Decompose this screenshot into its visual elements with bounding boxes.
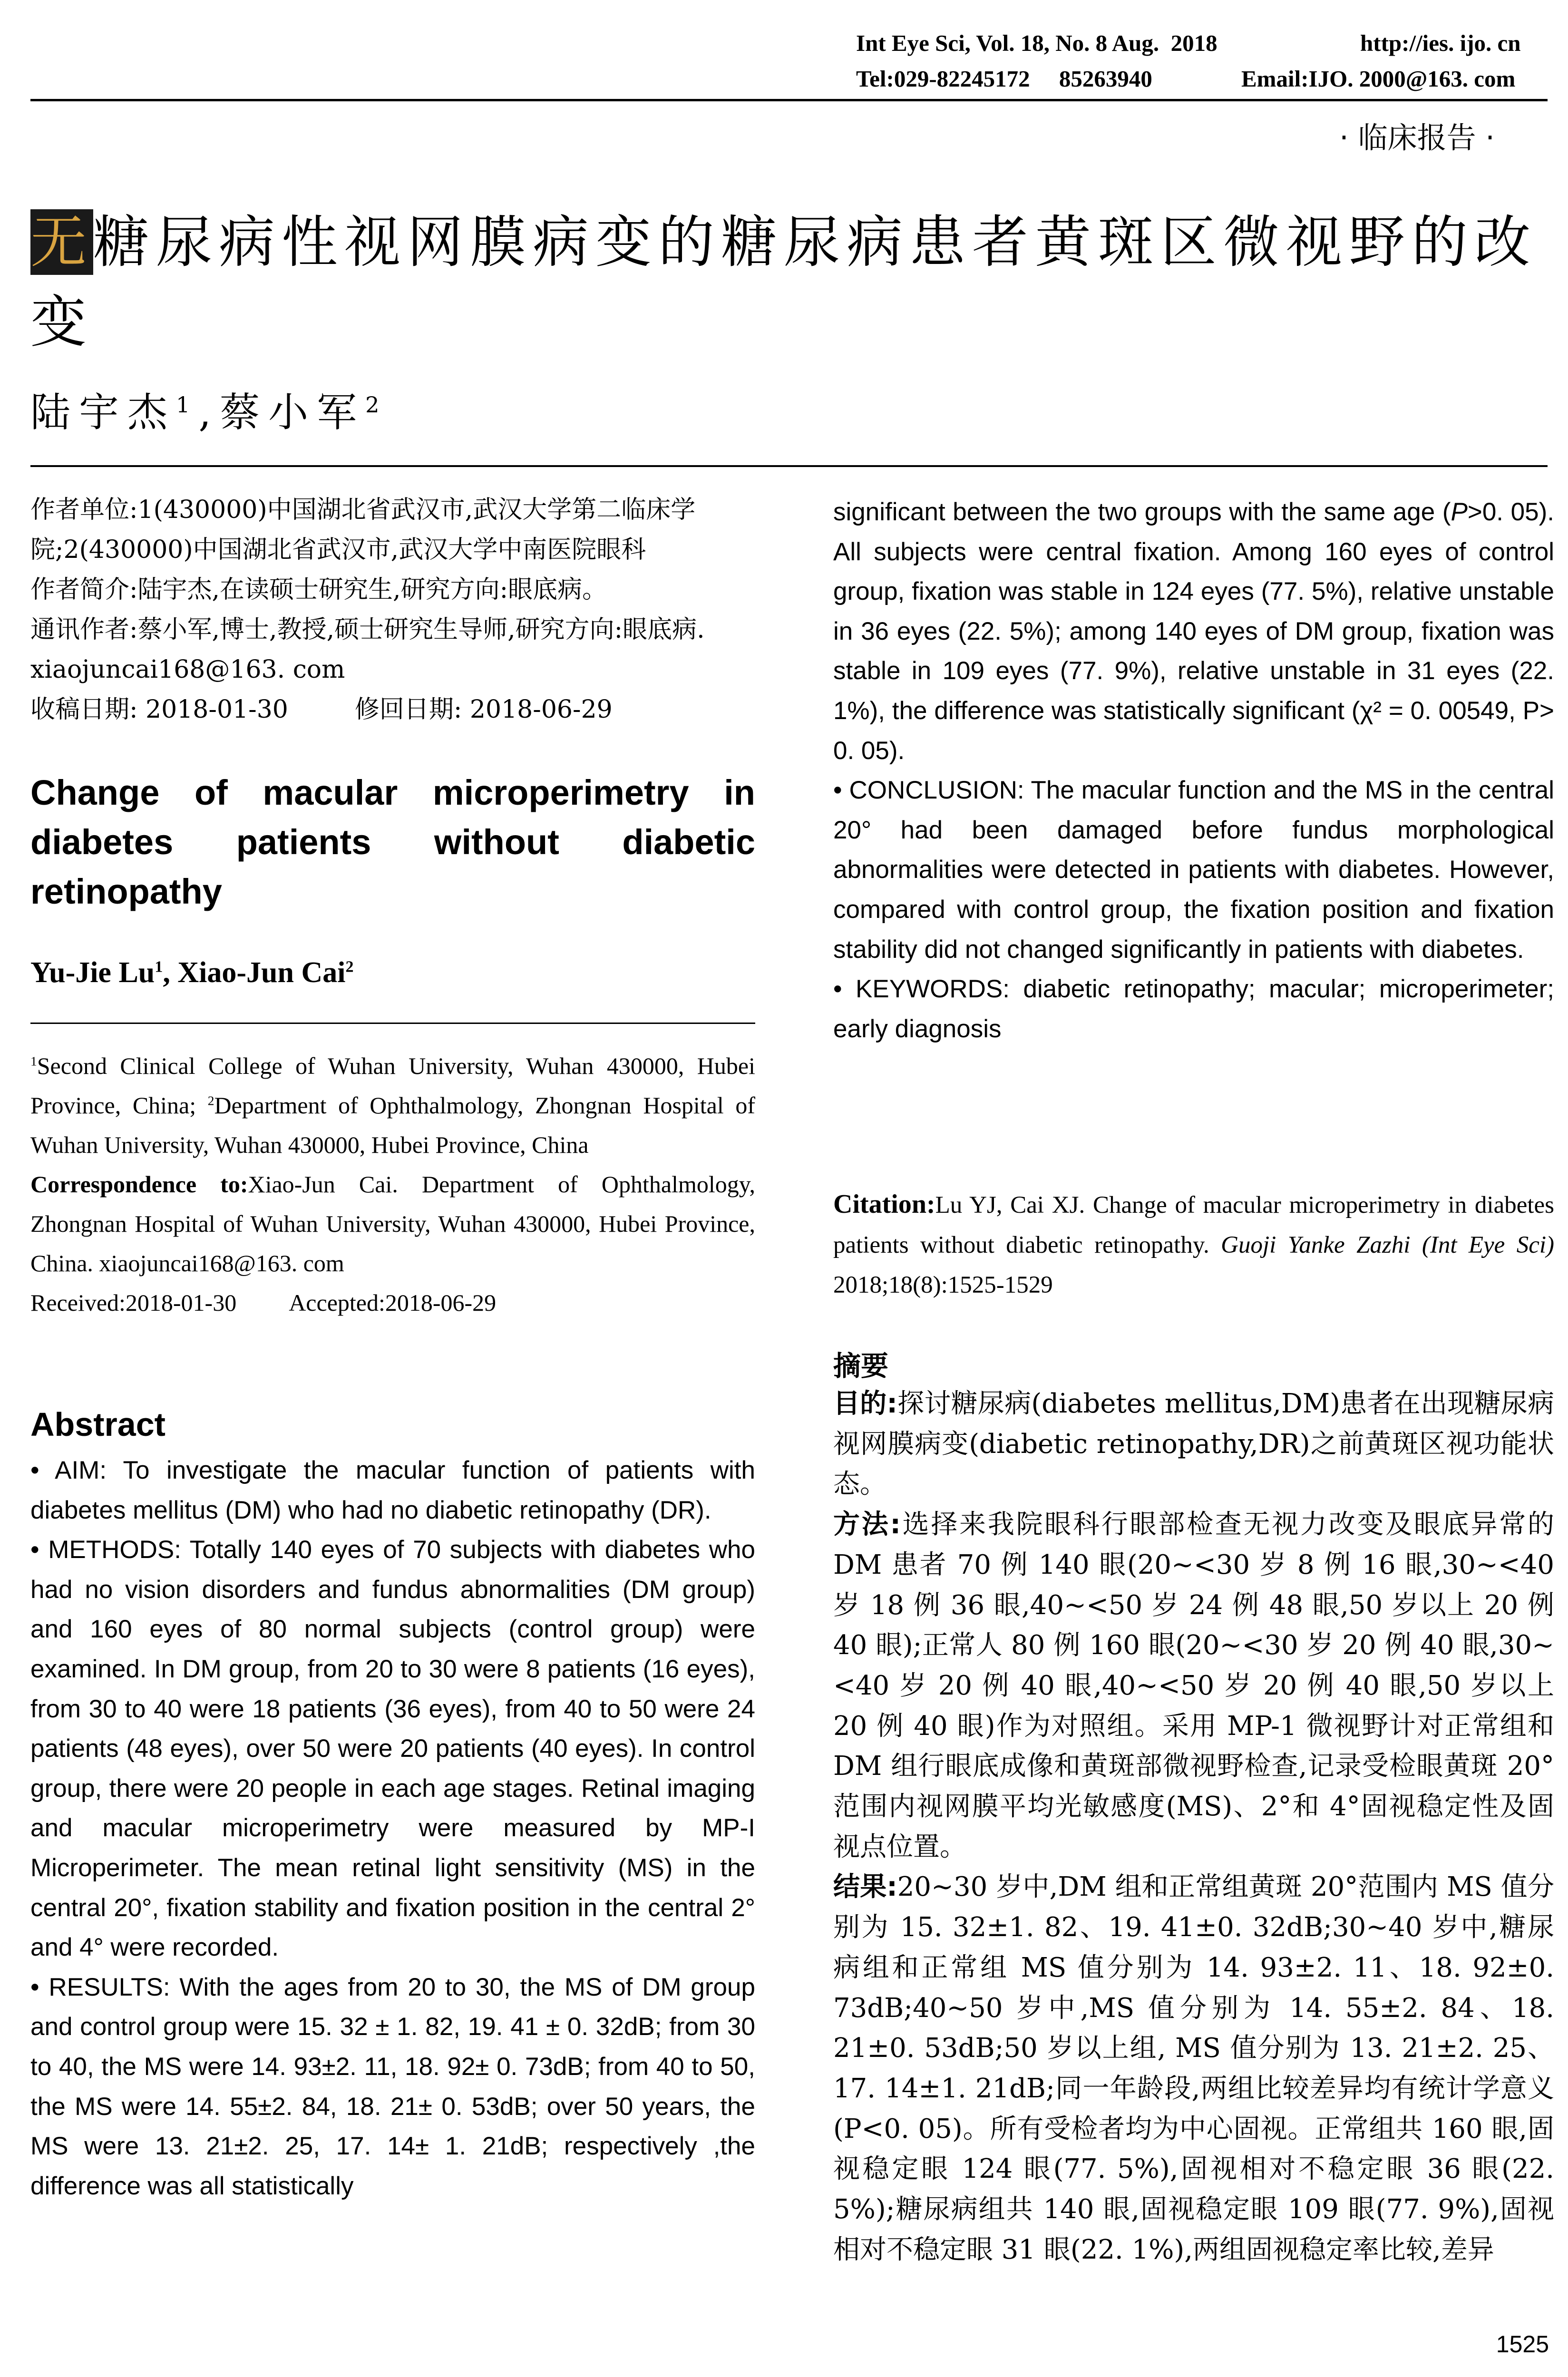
affil-2-text: Department of Ophthalmology, Zhongnan Hospital of Wuhan University, Wuhan 430000, Hubei Province, China — [30, 1092, 755, 1158]
affil-1-text: Second Clinical College of Wuhan University, Wuhan 430000, Hubei Province, China; — [30, 1052, 755, 1119]
citation — [833, 1184, 1554, 1305]
cn-revised-date: 修回日期: 2018-06-29 — [354, 695, 613, 724]
author-separator: , — [198, 389, 220, 436]
affil-1-mark: 1 — [30, 1053, 37, 1069]
abstract-right-body — [833, 492, 1554, 1049]
cn-received-date: 收稿日期: 2018-01-30 — [30, 695, 288, 724]
citation-label: Citation: — [833, 1189, 935, 1219]
abstract-results-part2: significant between the two groups with the same age (P>0. 05). All subjects were central fixation. Among 160 eyes of control group, fixation was stable in 124 eyes (77. 5%), relative unstable in 36 eyes (22. 5%); among 140 eyes of DM group, fixation was stable in 109 eyes (77. 9%), relative unstable in 31 eyes (22. 1%), the difference was statistically significant (χ² = 0. 00549, P> 0. 05). — [833, 498, 1554, 765]
title-highlight-mark: 无 — [30, 209, 94, 275]
english-author-2-mark: 2 — [345, 958, 354, 976]
abstract-keywords: • KEYWORDS: diabetic retinopathy; macular; microperimeter; early diagnosis — [833, 975, 1554, 1043]
cn-abstract-heading: 摘要 — [833, 1350, 889, 1382]
english-authors — [30, 956, 755, 990]
affil-2-mark: 2 — [207, 1093, 214, 1108]
english-author-1-mark: 1 — [155, 958, 163, 976]
correspondence-text: Xiao-Jun Cai. Department of Ophthalmology, Zhongnan Hospital of Wuhan University, Wuhan 430000, Hubei Province, China. xiaojuncai168@163. com — [30, 1171, 755, 1276]
received-date: Received:2018-01-30 — [30, 1289, 237, 1316]
english-author-1: Yu-Jie Lu — [30, 956, 155, 989]
author-2-affil-mark: 2 — [365, 392, 388, 418]
authors-cn — [30, 380, 388, 438]
page-title — [30, 202, 1552, 362]
abstract-aim: • AIM: To investigate the macular function of patients with diabetes mellitus (DM) who had no diabetic retinopathy (DR). — [30, 1456, 755, 1524]
journal-tel: Tel:029-82245172 85263940 — [856, 66, 1152, 92]
author-2-cn: 蔡小军 — [220, 389, 366, 436]
authors-rule — [30, 465, 1548, 467]
english-author-2: Xiao-Jun Cai — [177, 956, 346, 989]
english-author-separator: , — [163, 956, 178, 989]
author-1-affil-mark: 1 — [176, 392, 199, 418]
journal-email[interactable]: Email:IJO. 2000@163. com — [1241, 66, 1516, 92]
citation-journal: Guoji Yanke Zazhi (Int Eye Sci) — [1221, 1232, 1554, 1258]
english-title: Change of macular microperimetry in diabetes patients without diabetic retinopathy — [30, 773, 755, 911]
cn-dates — [30, 690, 755, 730]
cn-aim: 目的:探讨糖尿病(diabetes mellitus,DM)患者在出现糖尿病视网膜病变(diabetic retinopathy,DR)之前黄斑区视功能状态。 — [833, 1388, 1554, 1500]
affiliation-rule — [30, 1023, 755, 1024]
journal-issue-line: Int Eye Sci, Vol. 18, No. 8 Aug. 2018 — [856, 30, 1217, 56]
accepted-date: Accepted:2018-06-29 — [289, 1289, 497, 1316]
page-number: 1525 — [1496, 2331, 1549, 2358]
abstract-conclusion: • CONCLUSION: The macular function and the MS in the central 20° had been damaged before fundus morphological abnormalities were detected in patients with diabetes. However, compared with control group, the fixation position and fixation stability did not changed significantly in patients with diabetes. — [833, 776, 1554, 964]
title-text: 糖尿病性视网膜病变的糖尿病患者黄斑区微视野的改变 — [30, 209, 1538, 355]
cn-meta — [30, 490, 755, 730]
cn-author-bio: 作者简介:陆宇杰,在读硕士研究生,研究方向:眼底病。 — [30, 575, 607, 604]
correspondence-label: Correspondence to: — [30, 1171, 248, 1198]
affiliations — [30, 1046, 755, 1323]
cn-abstract-body — [833, 1384, 1554, 2270]
article-category: · 临床报告 · — [1339, 120, 1495, 155]
author-1-cn: 陆宇杰 — [30, 389, 176, 436]
citation-volume: 2018;18(8):1525-1529 — [833, 1272, 1053, 1298]
journal-url[interactable]: http://ies. ijo. cn — [1360, 30, 1521, 56]
abstract-methods: • METHODS: Totally 140 eyes of 70 subjects with diabetes who had no vision disorders and fundus abnormalities (DM group) and 160 eyes of 80 normal subjects (control group) were examined. In DM group, from 20 to 30 were 8 patients (16 eyes), from 30 to 40 were 18 patients (36 eyes), from 40 to 50 were 24 patients (48 eyes), over 50 were 20 patients (40 eyes). In control group, there were 20 people in each age stages. Retinal imaging and macular microperimetry were measured by MP-I Microperimeter. The mean retinal light sensitivity (MS) in the central 20°, fixation stability and fixation position in the central 2° and 4° were recorded. — [30, 1536, 755, 1962]
header-rule — [30, 99, 1548, 101]
abstract-heading: Abstract — [30, 1406, 166, 1443]
cn-results: 结果:20~30 岁中,DM 组和正常组黄斑 20°范围内 MS 值分别为 15. 32±1. 82、19. 41±0. 32dB;30~40 岁中,糖尿病组和正常组 MS 值分别为 14. 93±2. 11、18. 92±0. 73dB;40~50 岁中,MS 值分别为 14. 55±2. 84、18. 21±0. 53dB;50 岁以上组, MS 值分别为 13. 21±2. 25、17. 14±1. 21dB;同一年龄段,两组比较差异均有统计学意义(P<0. 05)。所有受检者均为中心固视。正常组共 160 眼,固视稳定眼 124 眼(77. 5%),固视相对不稳定眼 36 眼(22. 5%);糖尿病组共 140 眼,固视稳定眼 109 眼(77. 9%),固视相对不稳定眼 31 眼(22. 1%),两组固视稳定率比较,差异 — [833, 1871, 1554, 2265]
abstract-left-body — [30, 1451, 755, 2206]
cn-methods: 方法:选择来我院眼科行眼部检查无视力改变及眼底异常的 DM 患者 70 例 140 眼(20~<30 岁 8 例 16 眼,30~<40岁 18 例 36 眼,40~<50 岁 24 例 48 眼,50 岁以上 20 例 40 眼);正常人 80 例 160 眼(20~<30 岁 20 例 40 眼,30~<40 岁 20 例 40 眼,40~<50 岁 20 例 40 眼,50 岁以上 20 例 40 眼)作为对照组。采用 MP-1 微视野计对正常组和 DM 组行眼底成像和黄斑部微视野检查,记录受检眼黄斑 20°范围内视网膜平均光敏感度(MS)、2°和 4°固视稳定性及固视点位置。 — [833, 1509, 1554, 1862]
citation-text: Lu YJ, Cai XJ. Change of macular microperimetry in diabetes patients without diabetic retinopathy. — [833, 1192, 1554, 1258]
abstract-results-part1: • RESULTS: With the ages from 20 to 30, the MS of DM group and control group were 15. 32 ± 1. 82, 19. 41 ± 0. 32dB; from 30 to 40, the MS were 14. 93±2. 11, 18. 92± 0. 73dB; from 40 to 50, the MS were 14. 55±2. 84, 18. 21± 0. 53dB; over 50 years, the MS were 13. 21±2. 25, 17. 14± 1. 21dB; respectively ,the difference was all statistically — [30, 1973, 755, 2200]
cn-corresponding-author: 通讯作者:蔡小军,博士,教授,硕士研究生导师,研究方向:眼底病. xiaojuncai168@163. com — [30, 615, 705, 684]
cn-author-unit: 作者单位:1(430000)中国湖北省武汉市,武汉大学第二临床学院;2(430000)中国湖北省武汉市,武汉大学中南医院眼科 — [30, 496, 696, 564]
